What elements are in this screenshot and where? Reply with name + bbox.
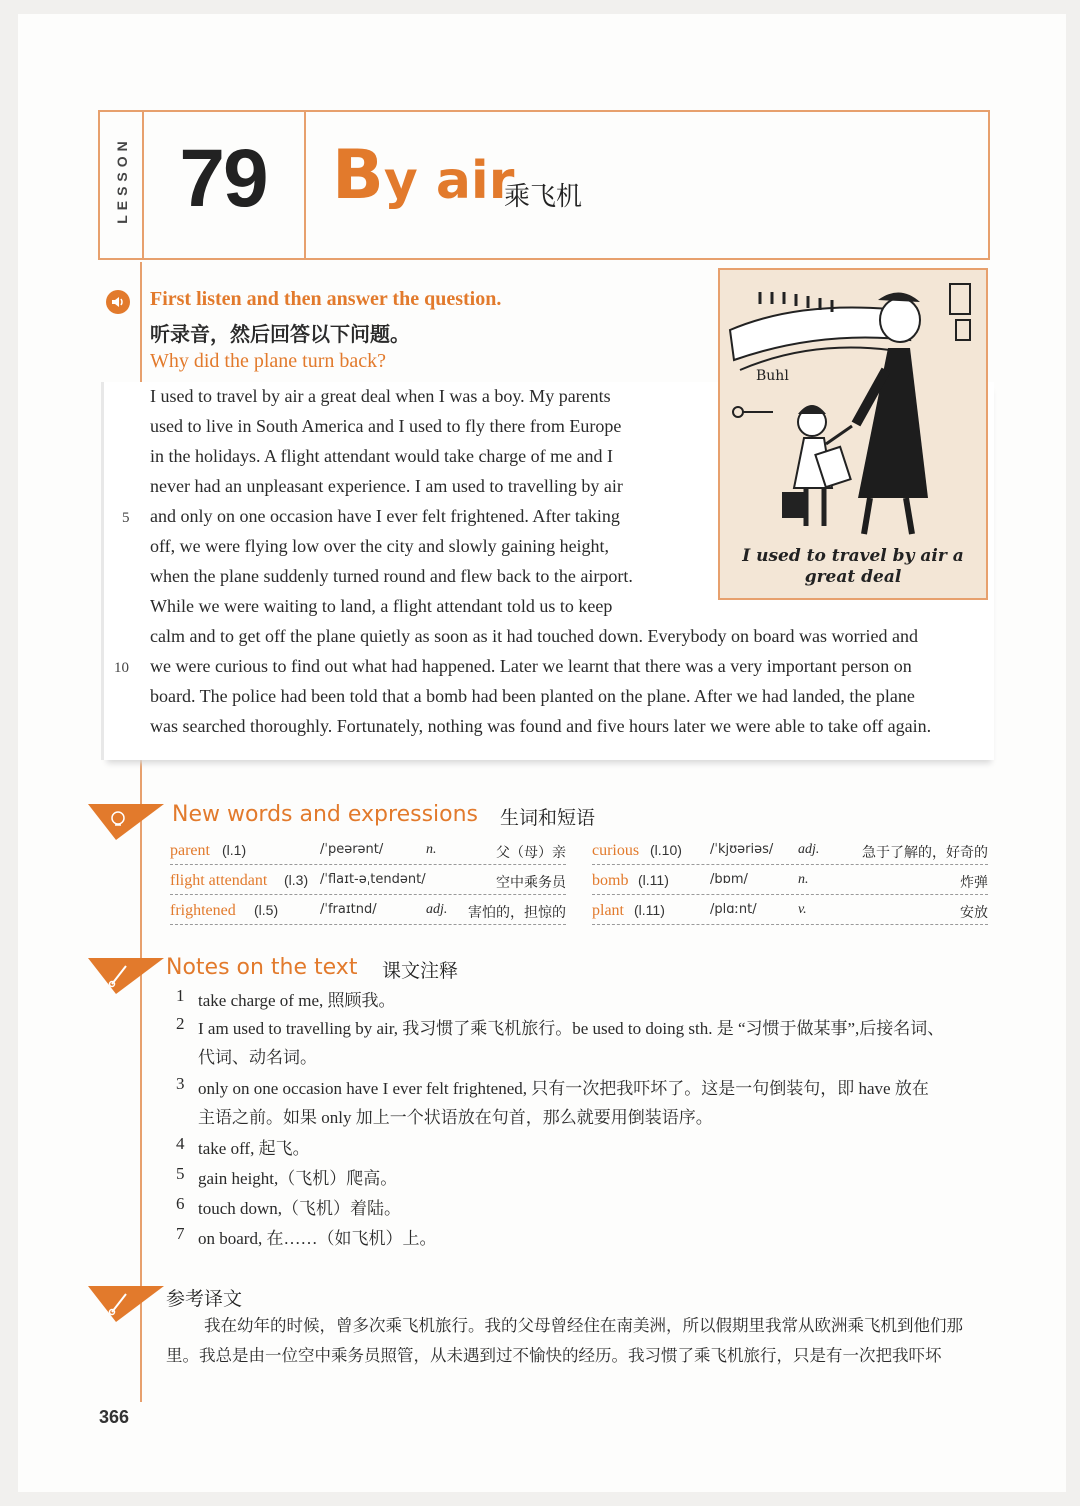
translation-line: 我在幼年的时候，曾多次乘飞机旅行。我的父母曾经住在南美洲，所以假期里我常从欧洲乘飞机到他们那: [204, 1316, 963, 1335]
vocab-line-ref: (l.10): [650, 842, 682, 858]
lesson-title: [332, 136, 514, 215]
lesson-title-initial: B: [332, 136, 384, 215]
note-text: touch down,（飞机）着陆。: [198, 1199, 402, 1218]
vocab-pos: adj.: [798, 842, 820, 857]
page-number: 366: [99, 1407, 130, 1427]
vocab-meaning: 安放: [960, 905, 988, 921]
lesson-number: 79: [179, 133, 267, 224]
speaker-icon[interactable]: [106, 290, 130, 314]
note-text: gain height,（飞机）爬高。: [198, 1169, 398, 1188]
caption-line: I used to travel by air a: [742, 546, 964, 566]
note-text: only on one occasion have I ever felt frightened, 只有一次把我吓坏了。这是一句倒装句，即 have 放在: [198, 1079, 929, 1098]
note-number: 5: [176, 1164, 185, 1183]
listen-instruction-cn: 听录音，然后回答以下问题。: [150, 322, 410, 346]
vocab-phonetic: /ˈkjʊəriəs/: [710, 842, 774, 857]
vocab-word: bomb: [592, 872, 629, 889]
note-text: I am used to travelling by air, 我习惯了乘飞机旅行。be used to doing sth. 是 “习惯于做某事”,后接名词、: [198, 1019, 945, 1038]
vocab-row: [170, 870, 566, 895]
note-number: 1: [176, 986, 185, 1005]
line-number-5: 5: [122, 510, 130, 526]
line-number-10: 10: [114, 660, 129, 676]
illustration: [718, 268, 988, 600]
vocab-pos: n.: [426, 842, 437, 857]
text-line: was searched thoroughly. Fortunately, nothing was found and five hours later we were able to take off again.: [150, 716, 932, 736]
svg-text:Buhl: Buhl: [756, 368, 789, 384]
note-text-continued: 代词、动名词。: [198, 1048, 317, 1067]
vocab-row: [592, 840, 988, 865]
lightbulb-icon: [88, 800, 164, 840]
note-text: take off, 起飞。: [198, 1139, 310, 1158]
note-number: 7: [176, 1224, 185, 1243]
text-line: used to live in South America and I used to fly there from Europe: [150, 416, 622, 436]
flight-attendant-cartoon: [720, 270, 986, 550]
text-line: board. The police had been told that a bomb had been planted on the plane. After we had landed, the plane: [150, 686, 915, 706]
translation-title: 参考译文: [166, 1288, 243, 1310]
vocab-phonetic: /ˈfraɪtnd/: [320, 902, 377, 917]
listen-question: Why did the plane turn back?: [150, 350, 387, 372]
note-text-continued: 主语之前。如果 only 加上一个状语放在句首，那么就要用倒装语序。: [198, 1108, 713, 1127]
note-text: take charge of me, 照顾我。: [198, 991, 396, 1010]
text-line: off, we were flying low over the city and slowly gaining height,: [150, 536, 610, 556]
note-text: on board, 在……（如飞机）上。: [198, 1229, 437, 1248]
text-line: calm and to get off the plane quietly as soon as it had touched down. Everybody on board was worried and: [150, 626, 918, 646]
lesson-label: LESSON: [114, 136, 130, 224]
vocab-pos: adj.: [426, 902, 448, 917]
note-number: 4: [176, 1134, 185, 1153]
note-number: 6: [176, 1194, 185, 1213]
vocab-meaning: 炸弹: [960, 875, 988, 891]
vocab-phonetic: /plɑːnt/: [710, 902, 757, 917]
note-number: 3: [176, 1074, 185, 1093]
lesson-label-column: [100, 112, 144, 258]
vocab-meaning: 父（母）亲: [496, 845, 566, 861]
vocab-word: frightened: [170, 902, 236, 919]
vocab-word: flight attendant: [170, 872, 268, 889]
vocab-meaning: 害怕的，担惊的: [468, 905, 566, 921]
vocab-pos: n.: [798, 872, 809, 887]
vocab-row: [170, 900, 566, 925]
words-section-title: New words and expressions: [172, 802, 479, 827]
vocab-line-ref: (l.5): [254, 902, 279, 918]
text-line: we were curious to find out what had happened. Later we learnt that there was a very important person on: [150, 656, 912, 676]
vocab-line-ref: (l.1): [222, 842, 247, 858]
words-section-title-cn: 生词和短语: [500, 807, 596, 829]
vocab-phonetic: /ˈflaɪt-əˌtendənt/: [320, 872, 426, 887]
pen-icon: [88, 1282, 164, 1322]
text-line: when the plane suddenly turned round and flew back to the airport.: [150, 566, 633, 586]
vocab-row: [592, 870, 988, 895]
vocab-line-ref: (l.11): [634, 902, 665, 918]
vocab-line-ref: (l.3): [284, 872, 309, 888]
translation-line: 里。我总是由一位空中乘务员照管，从未遇到过不愉快的经历。我习惯了乘飞机旅行，只是有一次把我吓坏: [166, 1346, 942, 1365]
vocab-row: [170, 840, 566, 865]
vocab-meaning: 空中乘务员: [496, 875, 566, 891]
vocab-phonetic: /bɒm/: [710, 872, 748, 887]
vocab-row: [592, 900, 988, 925]
vocab-phonetic: /ˈpeərənt/: [320, 842, 384, 857]
vocab-word: curious: [592, 842, 640, 859]
vocab-pos: v.: [798, 902, 807, 917]
lesson-header: [98, 110, 990, 260]
text-line: and only on one occasion have I ever felt frightened. After taking: [150, 506, 620, 526]
text-line: I used to travel by air a great deal when I was a boy. My parents: [150, 386, 611, 406]
text-line: in the holidays. A flight attendant would take charge of me and I: [150, 446, 614, 466]
text-line: never had an unpleasant experience. I am used to travelling by air: [150, 476, 623, 496]
note-number: 2: [176, 1014, 185, 1033]
text-line: While we were waiting to land, a flight attendant told us to keep: [150, 596, 613, 616]
notes-section-title-cn: 课文注释: [382, 960, 459, 982]
pen-icon: [88, 954, 164, 994]
vocab-word: plant: [592, 902, 624, 919]
illustration-caption: [720, 546, 986, 588]
listen-instruction-en: First listen and then answer the question.: [150, 288, 502, 310]
caption-line: great deal: [804, 567, 902, 587]
vocab-meaning: 急于了解的，好奇的: [862, 845, 988, 861]
lesson-title-rest: y air: [383, 151, 515, 211]
vocab-word: parent: [170, 842, 210, 859]
notes-section-title: Notes on the text: [166, 955, 358, 980]
vocab-line-ref: (l.11): [638, 872, 669, 888]
lesson-title-cn: 乘飞机: [504, 182, 583, 212]
